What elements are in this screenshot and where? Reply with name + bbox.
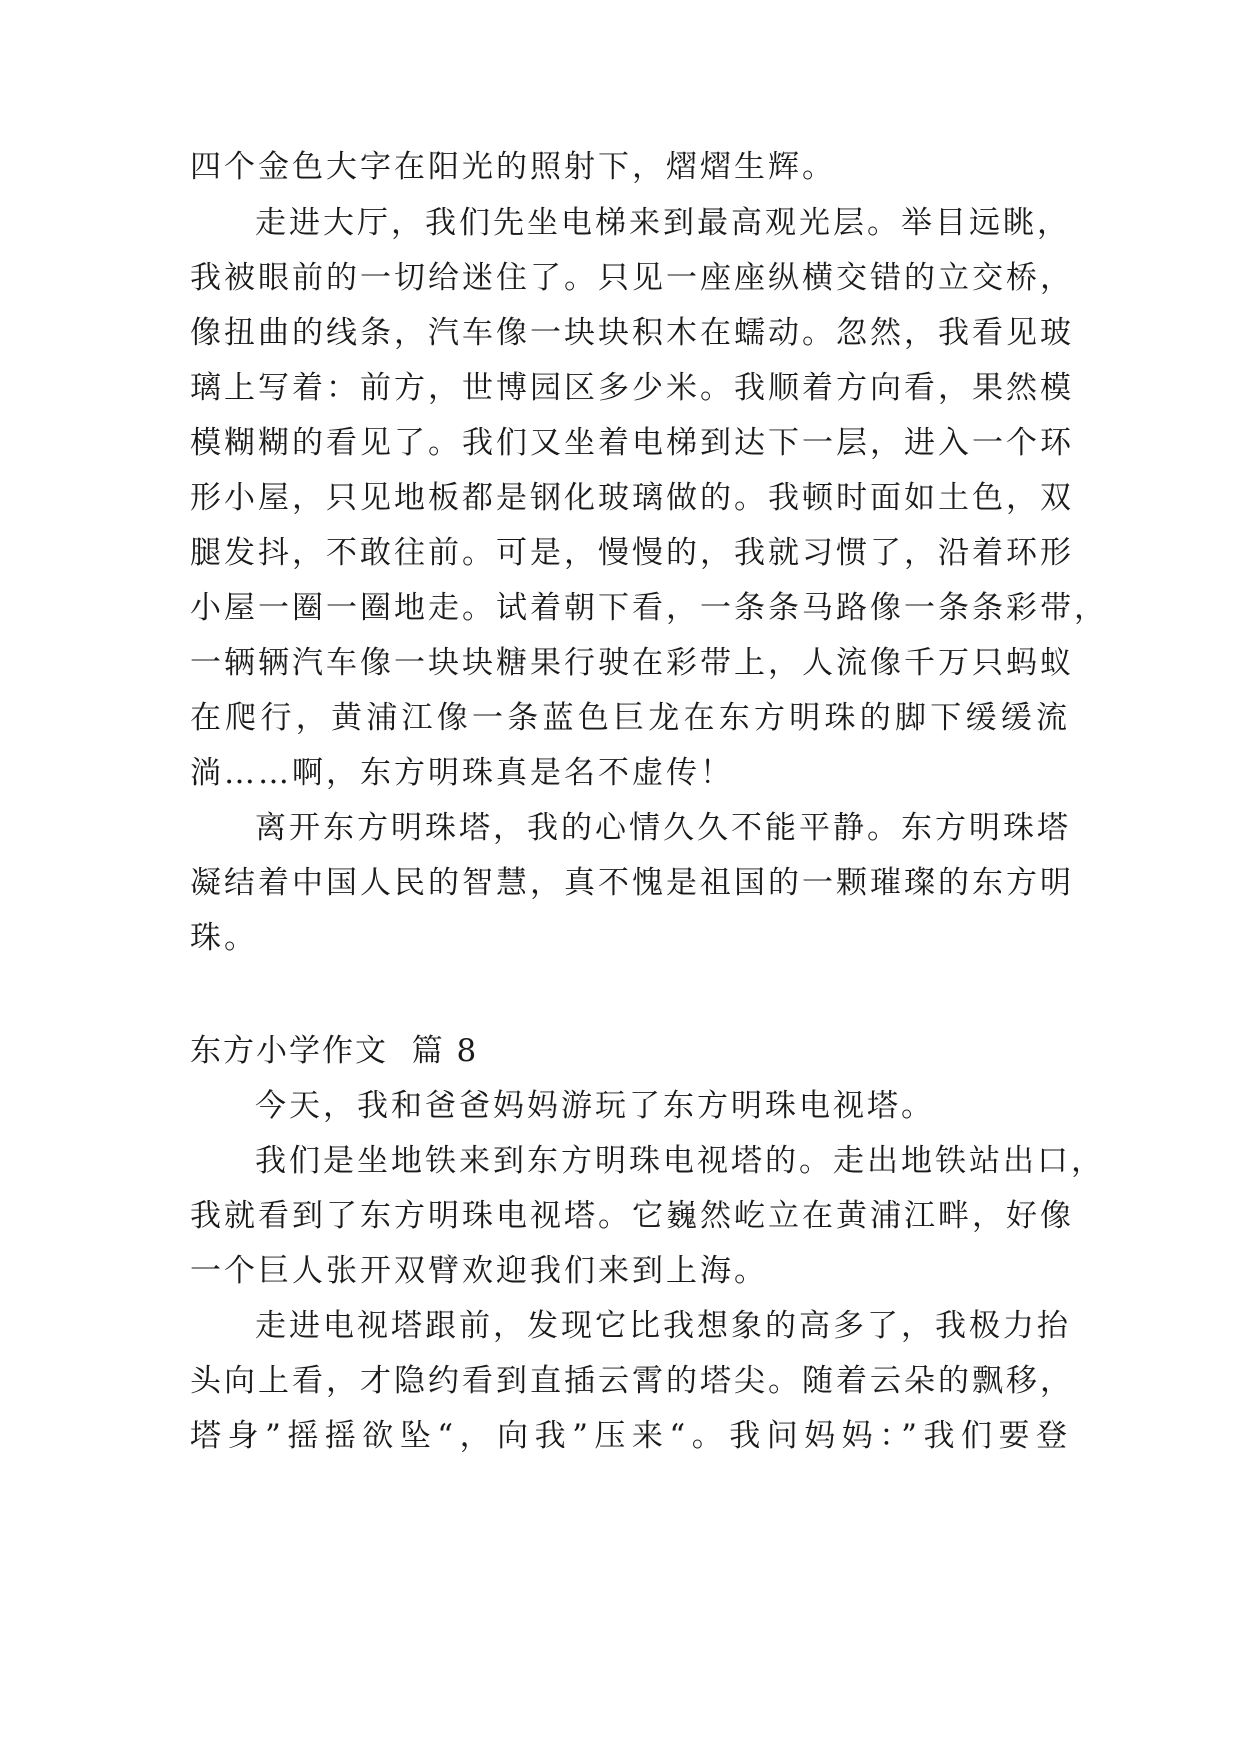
paragraph-line: 腿发抖，不敢往前。可是，慢慢的，我就习惯了，沿着环形 — [190, 535, 1074, 571]
paragraph-line: 离开东方明珠塔，我的心情久久不能平静。东方明珠塔 — [255, 810, 1071, 846]
paragraph-line: 塔身”摇摇欲坠“，向我”压来“。我问妈妈：”我们要登 — [190, 1418, 1070, 1454]
paragraph-line: 我被眼前的一切给迷住了。只见一座座纵横交错的立交桥， — [190, 260, 1074, 296]
paragraph-line: 像扭曲的线条，汽车像一块块积木在蠕动。忽然，我看见玻 — [190, 315, 1074, 351]
paragraph-line: 头向上看，才隐约看到直插云霄的塔尖。随着云朵的飘移， — [190, 1363, 1074, 1399]
paragraph-line: 我们是坐地铁来到东方明珠电视塔的。走出地铁站出口， — [255, 1143, 1105, 1179]
paragraph-line: 一个巨人张开双臂欢迎我们来到上海。 — [190, 1253, 768, 1289]
paragraph-line: 走进电视塔跟前，发现它比我想象的高多了，我极力抬 — [255, 1308, 1071, 1344]
paragraph-line: 今天，我和爸爸妈妈游玩了东方明珠电视塔。 — [255, 1088, 935, 1124]
paragraph-line: 一辆辆汽车像一块块糖果行驶在彩带上，人流像千万只蚂蚁 — [190, 645, 1074, 681]
paragraph-line: 凝结着中国人民的智慧，真不愧是祖国的一颗璀璨的东方明 — [190, 865, 1074, 901]
paragraph-line: 我就看到了东方明珠电视塔。它巍然屹立在黄浦江畔，好像 — [190, 1198, 1074, 1234]
paragraph-line: 小屋一圈一圈地走。试着朝下看，一条条马路像一条条彩带， — [190, 590, 1108, 626]
paragraph-line: 走进大厅，我们先坐电梯来到最高观光层。举目远眺， — [255, 205, 1071, 241]
paragraph-line: 璃上写着：前方，世博园区多少米。我顺着方向看，果然模 — [190, 370, 1074, 406]
paragraph-line: 珠。 — [190, 920, 258, 956]
section-heading: 东方小学作文 篇 8 — [190, 1033, 479, 1069]
paragraph-line: 四个金色大字在阳光的照射下，熠熠生辉。 — [190, 149, 836, 185]
paragraph-line: 模糊糊的看见了。我们又坐着电梯到达下一层，进入一个环 — [190, 425, 1074, 461]
paragraph-line: 在爬行，黄浦江像一条蓝色巨龙在东方明珠的脚下缓缓流 — [190, 700, 1070, 736]
paragraph-line: 淌……啊，东方明珠真是名不虚传！ — [190, 755, 734, 791]
paragraph-line: 形小屋，只见地板都是钢化玻璃做的。我顿时面如土色，双 — [190, 480, 1074, 516]
